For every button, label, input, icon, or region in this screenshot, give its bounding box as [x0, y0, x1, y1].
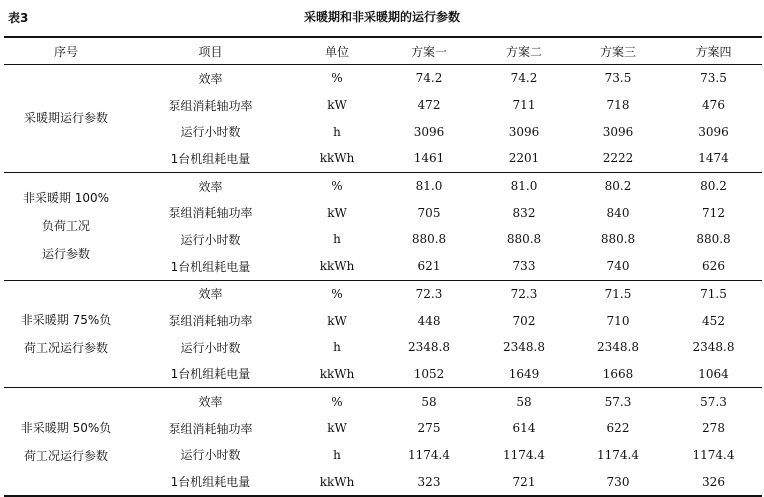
value-cell: 710: [606, 313, 630, 328]
value-cell: 1174.4: [692, 447, 735, 462]
value-cell: 80.2: [700, 179, 727, 194]
unit-cell: kkWh: [293, 361, 381, 388]
value-cell: 711: [512, 98, 536, 113]
value-cell: 278: [702, 421, 725, 436]
header-cell-item: 项目: [128, 37, 293, 65]
item-cell: 1台机组耗电量: [128, 361, 293, 388]
item-cell: 运行小时数: [180, 340, 241, 355]
header-cell-index: 序号: [4, 37, 128, 65]
value-cell: 730: [606, 474, 630, 489]
value-cell: 840: [606, 205, 630, 220]
unit-cell: h: [333, 340, 341, 355]
group-label-line: 采暖期运行参数: [23, 111, 108, 126]
header-cell-scheme-3: 方案三: [571, 37, 665, 65]
value-cell: 74.2: [510, 71, 538, 86]
group-label: [4, 172, 128, 280]
item-cell: 运行小时数: [180, 448, 241, 463]
value-cell: 72.3: [415, 286, 443, 301]
item-cell: 效率: [198, 179, 223, 194]
value-cell: 81.0: [510, 179, 538, 194]
item-cell: 1台机组耗电量: [128, 253, 293, 280]
value-cell: 71.5: [700, 286, 727, 301]
value-cell: 626: [665, 253, 762, 280]
item-cell: 效率: [198, 287, 223, 302]
value-cell: 448: [417, 313, 441, 328]
value-cell: 622: [606, 421, 630, 436]
value-cell: 3096: [698, 124, 729, 139]
group-label-line: 非采暖期 100%: [22, 191, 110, 206]
header-cell-scheme-1: 方案一: [381, 37, 477, 65]
unit-cell: %: [331, 286, 343, 301]
unit-cell: kkWh: [319, 474, 355, 489]
value-cell: 73.5: [604, 71, 632, 86]
item-cell: 效率: [198, 71, 223, 86]
value-cell: 880.8: [696, 232, 731, 247]
group-label-line: 非采暖期 50%负: [20, 420, 112, 435]
group-label-line: 非采暖期 75%负: [20, 312, 112, 327]
value-cell: 58: [421, 394, 437, 409]
value-cell: 3096: [508, 124, 540, 139]
value-cell: 3096: [413, 124, 445, 139]
unit-cell: h: [333, 124, 341, 139]
item-cell: 运行小时数: [180, 232, 241, 247]
group-label: [4, 280, 128, 388]
value-cell: 72.3: [510, 286, 538, 301]
value-cell: 1174.4: [597, 447, 639, 462]
group-label-line: 荷工况运行参数: [23, 340, 108, 355]
value-cell: 71.5: [604, 286, 632, 301]
value-cell: 718: [606, 98, 630, 113]
header-cell-unit: 单位: [293, 37, 381, 65]
item-cell: 泵组消耗轴功率: [168, 421, 253, 436]
unit-cell: h: [333, 232, 341, 247]
value-cell: 721: [512, 474, 536, 489]
value-cell: 705: [417, 205, 441, 220]
item-cell: 1台机组耗电量: [170, 475, 251, 490]
table-row: [4, 280, 762, 307]
item-cell: 效率: [198, 395, 223, 410]
unit-cell: kW: [327, 205, 347, 220]
value-cell: 621: [381, 253, 477, 280]
value-cell: 2201: [477, 145, 571, 172]
value-cell: 733: [477, 253, 571, 280]
table-row: [4, 65, 762, 92]
value-cell: 1052: [381, 361, 477, 388]
value-cell: 323: [417, 474, 441, 489]
value-cell: 476: [702, 98, 725, 113]
value-cell: 58: [516, 394, 532, 409]
unit-cell: kW: [327, 98, 347, 113]
value-cell: 2348.8: [408, 340, 450, 355]
value-cell: 880.8: [506, 232, 542, 247]
value-cell: 2348.8: [597, 340, 639, 355]
value-cell: 1174.4: [503, 447, 545, 462]
value-cell: 1649: [477, 361, 571, 388]
value-cell: 2222: [571, 145, 665, 172]
value-cell: 326: [702, 474, 725, 489]
group-label-line: 负荷工况: [41, 219, 90, 234]
value-cell: 614: [512, 421, 536, 436]
value-cell: 57.3: [700, 394, 727, 409]
value-cell: 702: [512, 313, 536, 328]
value-cell: 1064: [665, 361, 762, 388]
unit-cell: kkWh: [293, 253, 381, 280]
item-cell: 泵组消耗轴功率: [168, 314, 253, 329]
group-label-line: 运行参数: [41, 247, 90, 262]
header-cell-scheme-2: 方案二: [477, 37, 571, 65]
unit-cell: h: [333, 447, 341, 462]
value-cell: 80.2: [604, 179, 632, 194]
value-cell: 452: [702, 313, 725, 328]
value-cell: 2348.8: [692, 340, 735, 355]
group-label: [4, 388, 128, 496]
item-cell: 1台机组耗电量: [128, 145, 293, 172]
value-cell: 73.5: [700, 71, 727, 86]
value-cell: 880.8: [411, 232, 447, 247]
value-cell: 275: [417, 421, 441, 436]
group-label-line: 荷工况运行参数: [23, 448, 108, 463]
value-cell: 57.3: [604, 394, 632, 409]
unit-cell: kkWh: [293, 145, 381, 172]
unit-cell: %: [331, 394, 343, 409]
header-cell-scheme-4: 方案四: [665, 37, 762, 65]
value-cell: 472: [417, 98, 441, 113]
unit-cell: %: [331, 179, 343, 194]
item-cell: 泵组消耗轴功率: [168, 206, 253, 221]
value-cell: 712: [702, 205, 725, 220]
value-cell: 832: [512, 205, 536, 220]
table-title: 采暖期和非采暖期的运行参数: [303, 10, 460, 24]
value-cell: 2348.8: [503, 340, 545, 355]
table-body: [4, 65, 762, 497]
unit-cell: kW: [327, 421, 347, 436]
item-cell: 运行小时数: [180, 125, 241, 140]
table-row: [4, 388, 762, 415]
value-cell: 740: [571, 253, 665, 280]
table-label: 表3: [8, 11, 29, 25]
unit-cell: kW: [327, 313, 347, 328]
parameters-table: [4, 36, 762, 497]
value-cell: 1461: [381, 145, 477, 172]
header-row: [4, 37, 762, 65]
value-cell: 1668: [571, 361, 665, 388]
value-cell: 81.0: [415, 179, 443, 194]
value-cell: 74.2: [415, 71, 443, 86]
group-label: [4, 65, 128, 173]
value-cell: 1174.4: [408, 447, 450, 462]
item-cell: 泵组消耗轴功率: [168, 98, 253, 113]
value-cell: 3096: [602, 124, 634, 139]
value-cell: 880.8: [600, 232, 636, 247]
table-row: [4, 172, 762, 199]
value-cell: 1474: [665, 145, 762, 172]
unit-cell: %: [331, 71, 343, 86]
